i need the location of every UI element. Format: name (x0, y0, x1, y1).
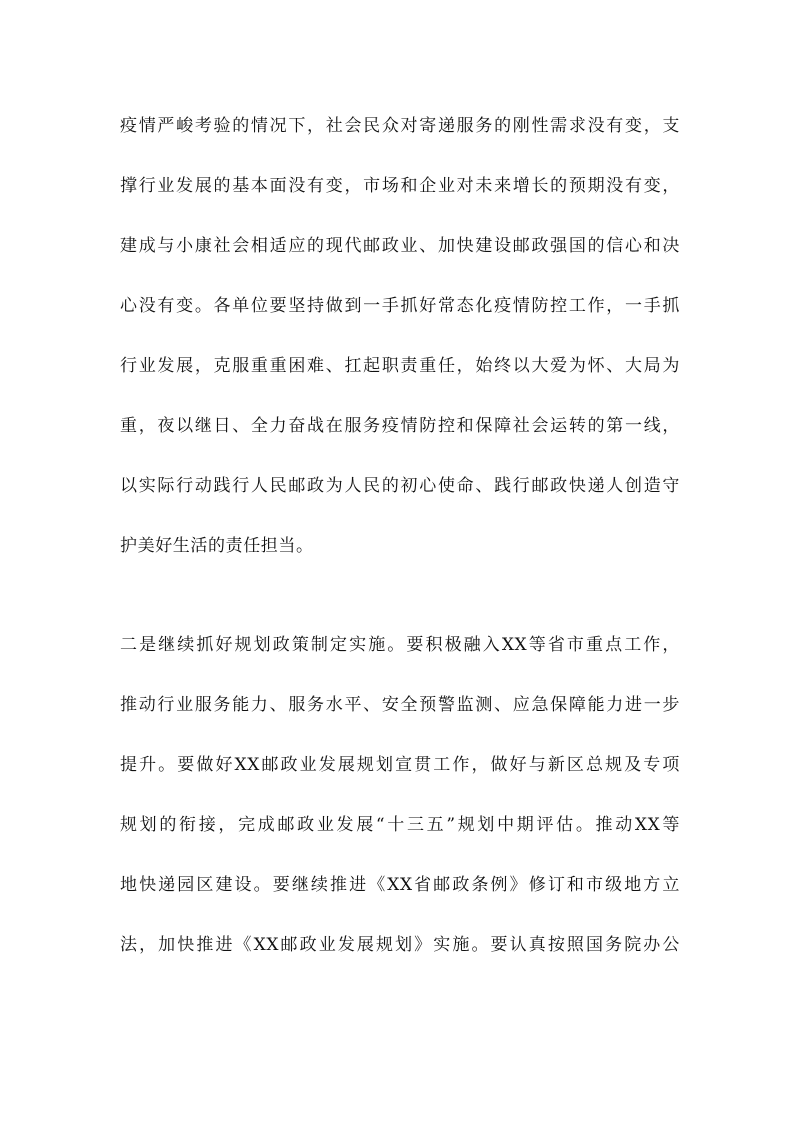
text-line: 行业发展，克服重重困难、扛起职责重任，始终以大爱为怀、大局为 (120, 356, 680, 376)
paragraph-1 (120, 96, 680, 576)
text-line: 以实际行动践行人民邮政为人民的初心使命、践行邮政快递人创造守 (120, 476, 680, 496)
text-line: 重，夜以继日、全力奋战在服务疫情防控和保障社会运转的第一线， (120, 416, 680, 436)
text-line: 推动行业服务能力、服务水平、安全预警监测、应急保障能力进一步 (120, 695, 680, 715)
text-line: 疫情严峻考验的情况下，社会民众对寄递服务的刚性需求没有变，支 (120, 116, 680, 136)
paragraph-2 (120, 615, 680, 975)
text-line: 护美好生活的责任担当。 (120, 536, 314, 556)
text-line: 地快递园区建设。要继续推进《XX省邮政条例》修订和市级地方立 (120, 875, 680, 895)
text-line: 法，加快推进《XX邮政业发展规划》实施。要认真按照国务院办公 (120, 935, 680, 955)
text-line: 建成与小康社会相适应的现代邮政业、加快建设邮政强国的信心和决 (120, 236, 680, 256)
text-line: 心没有变。各单位要坚持做到一手抓好常态化疫情防控工作，一手抓 (120, 296, 680, 316)
text-line: 二是继续抓好规划政策制定实施。要积极融入XX等省市重点工作， (120, 635, 680, 655)
text-line: 规划的衔接，完成邮政业发展“十三五”规划中期评估。推动XX等 (120, 815, 680, 835)
text-line: 提升。要做好XX邮政业发展规划宣贯工作，做好与新区总规及专项 (120, 755, 680, 775)
text-line: 撑行业发展的基本面没有变，市场和企业对未来增长的预期没有变， (120, 176, 680, 196)
